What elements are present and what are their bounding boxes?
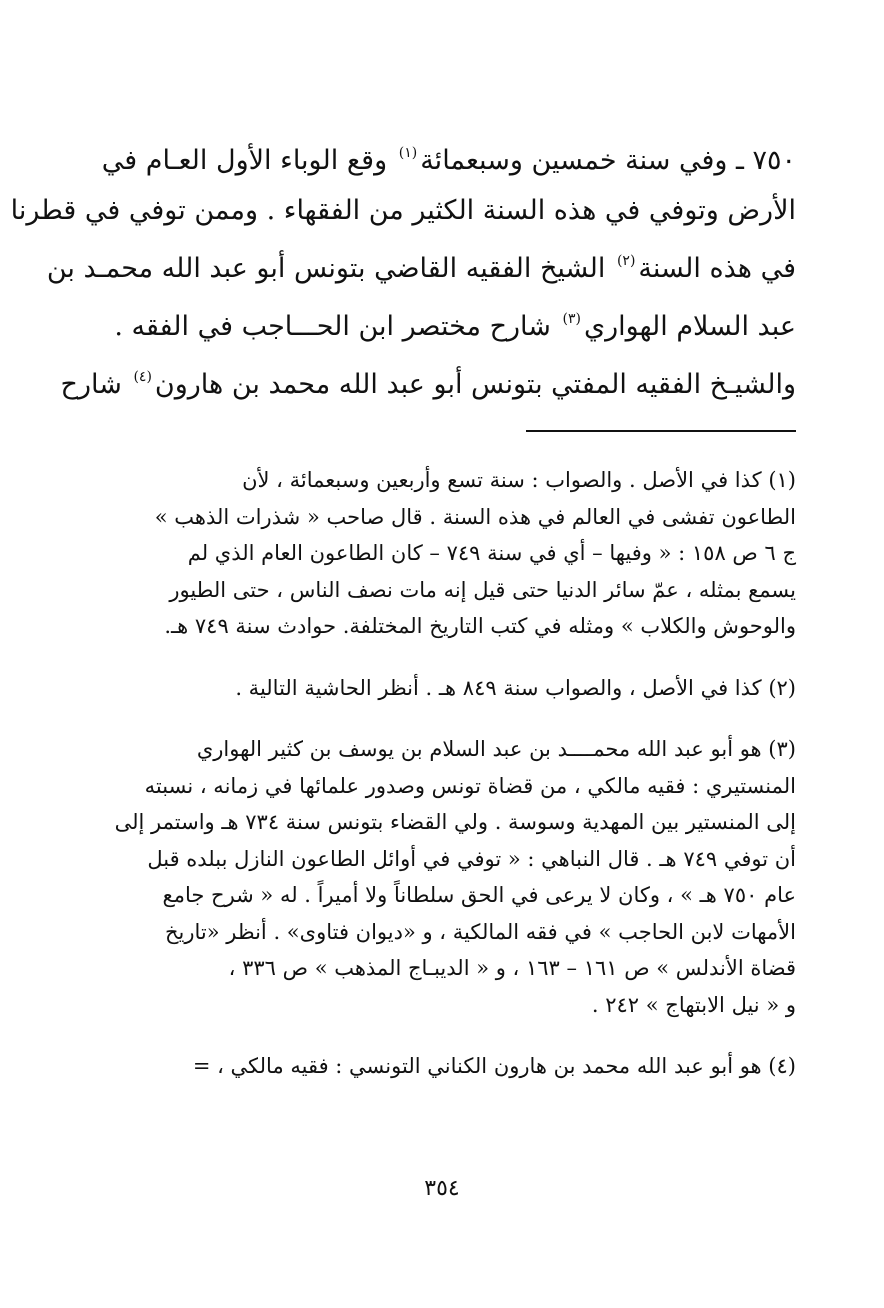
footnote-line: (٢) كذا في الأصل ، والصواب سنة ٨٤٩ هـ . أنظر الحاشية التالية . bbox=[235, 675, 796, 700]
footnote-separator bbox=[526, 430, 796, 432]
footnote-line: (٣) هو أبو عبد الله محمــــد بن عبد السلام بن يوسف بن كثير الهواري bbox=[196, 737, 796, 761]
main-line: في هذه السنة$^{(٢)}$ الشيخ الفقيه القاضي بتونس أبو عبد الله محمـد بن bbox=[46, 253, 796, 284]
footnotes bbox=[106, 462, 796, 1110]
footnote-line: والوحوش والكلاب » ومثله في كتب التاريخ المختلفة. حوادث سنة ٧٤٩ هـ. bbox=[164, 614, 796, 638]
footnote-marker: (٢) bbox=[616, 253, 636, 269]
footnote-line: أن توفي ٧٤٩ هـ . قال النباهي : « توفي في أوائل الطاعون النازل ببلده قبل bbox=[147, 846, 796, 871]
page-number: ٣٥٤ bbox=[424, 1176, 460, 1201]
footnote-line: الطاعون تفشى في العالم في هذه السنة . قال صاحب « شذرات الذهب » bbox=[154, 504, 796, 529]
footnote-line: يسمع بمثله ، عمّ سائر الدنيا حتى قيل إنه مات نصف الناس ، حتى الطيور bbox=[169, 577, 796, 602]
main-line: والشيـخ الفقيه المفتي بتونس أبو عبد الله محمد بن هارون$^{(٤)}$ شارح bbox=[60, 369, 796, 400]
main-line: ٧٥٠ ـ وفي سنة خمسين وسبعمائة$^{(١)}$ وقع الوباء الأول العـام في bbox=[101, 145, 796, 176]
main-text bbox=[10, 128, 796, 410]
footnote-line: (٤) هو أبو عبد الله محمد بن هارون الكناني التونسي : فقيه مالكي ، = bbox=[192, 1054, 796, 1078]
footnote-line: و « نيل الابتهاج » ٢٤٢ . bbox=[591, 992, 796, 1017]
footnote-3 bbox=[106, 731, 796, 1023]
footnote-1 bbox=[106, 462, 796, 645]
footnote-line: المنستيري : فقيه مالكي ، من قضاة تونس وصدور علمائها في زمانه ، نسبته bbox=[144, 773, 796, 798]
footnote-marker: (١) bbox=[398, 145, 418, 161]
main-line: الأرض وتوفي في هذه السنة الكثير من الفقهاء . وممن توفي في قطرنا bbox=[10, 195, 796, 226]
footnote-4 bbox=[106, 1048, 796, 1085]
footnote-line: الأمهات لابن الحاجب » في فقه المالكية ، و «ديوان فتاوى» . أنظر «تاريخ bbox=[164, 919, 796, 944]
footnote-line: ج ٦ ص ١٥٨ : « وفيها – أي في سنة ٧٤٩ – كان الطاعون العام الذي لم bbox=[187, 541, 796, 565]
footnote-marker: (٤) bbox=[133, 369, 152, 385]
footnote-line: (١) كذا في الأصل . والصواب : سنة تسع وأربعين وسبعمائة ، لأن bbox=[242, 468, 796, 492]
footnote-line: قضاة الأندلس » ص ١٦١ – ١٦٣ ، و « الديبـاج المذهب » ص ٣٣٦ ، bbox=[228, 956, 796, 980]
footnote-marker: (٣) bbox=[562, 311, 581, 327]
main-line: عبد السلام الهواري$^{(٣)}$ شارح مختصر ابن الحـــاجب في الفقه . bbox=[114, 311, 796, 342]
footnote-line: عام ٧٥٠ هـ » ، وكان لا يرعى في الحق سلطاناً ولا أميراً . له « شرح جامع bbox=[162, 883, 796, 907]
footnote-2 bbox=[106, 670, 796, 707]
footnote-line: إلى المنستير بين المهدية وسوسة . ولي القضاء بتونس سنة ٧٣٤ هـ واستمر إلى bbox=[114, 810, 796, 834]
